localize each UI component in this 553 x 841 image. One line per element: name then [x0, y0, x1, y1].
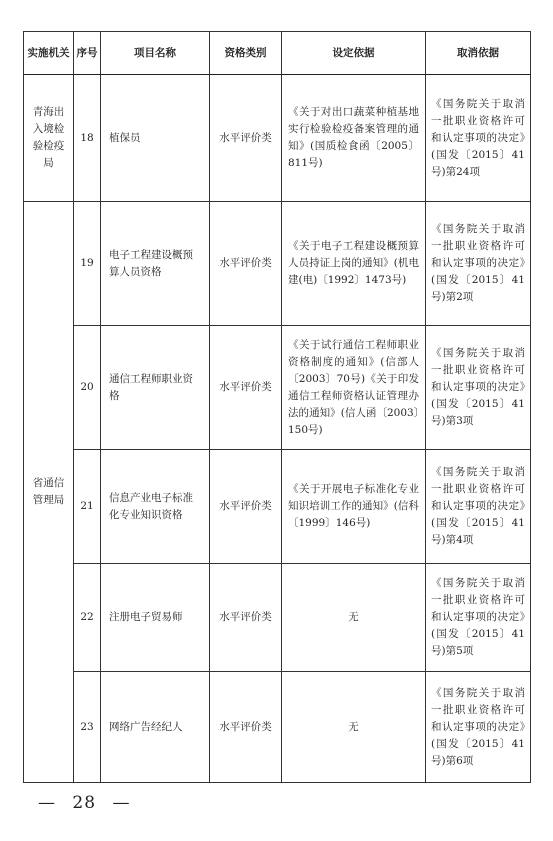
header-type: 资格类别 — [210, 32, 282, 75]
type-cell: 水平评价类 — [210, 326, 282, 450]
qualification-table — [23, 31, 531, 783]
basis-cell: 无 — [282, 672, 426, 783]
table-row — [24, 326, 531, 450]
cancel-cell: 《国务院关于取消一批职业资格许可和认定事项的决定》(国发〔2015〕41号)第3项 — [426, 326, 531, 450]
table-row — [24, 450, 531, 564]
table-row — [24, 564, 531, 672]
footer-dash-right: — — [112, 793, 131, 813]
header-name: 项目名称 — [101, 32, 210, 75]
cancel-cell: 《国务院关于取消一批职业资格许可和认定事项的决定》(国发〔2015〕41号)第5项 — [426, 564, 531, 672]
table-row — [24, 75, 531, 202]
header-org: 实施机关 — [24, 32, 74, 75]
num-cell: 23 — [74, 672, 101, 783]
header-cancel: 取消依据 — [426, 32, 531, 75]
cancel-cell: 《国务院关于取消一批职业资格许可和认定事项的决定》(国发〔2015〕41号)第2项 — [426, 202, 531, 326]
basis-cell: 《关于试行通信工程师职业资格制度的通知》(信部人〔2003〕70号)《关于印发通信工程师资格认证管理办法的通知》(信人函〔2003〕150号) — [282, 326, 426, 450]
type-cell: 水平评价类 — [210, 672, 282, 783]
footer-dash-left: — — [38, 793, 56, 813]
org-cell: 青海出入境检验检疫局 — [24, 75, 74, 202]
num-cell: 22 — [74, 564, 101, 672]
cancel-cell: 《国务院关于取消一批职业资格许可和认定事项的决定》(国发〔2015〕41号)第4项 — [426, 450, 531, 564]
cancel-cell: 《国务院关于取消一批职业资格许可和认定事项的决定》(国发〔2015〕41号)第24项 — [426, 75, 531, 202]
type-cell: 水平评价类 — [210, 564, 282, 672]
table-row — [24, 202, 531, 326]
basis-cell: 《关于对出口蔬菜种植基地实行检验检疫备案管理的通知》(国质检食函〔2005〕811号) — [282, 75, 426, 202]
num-cell: 20 — [74, 326, 101, 450]
name-cell: 网络广告经纪人 — [101, 672, 210, 783]
num-cell: 21 — [74, 450, 101, 564]
type-cell: 水平评价类 — [210, 450, 282, 564]
table-header-row — [24, 32, 531, 75]
basis-cell: 《关于电子工程建设概预算人员持证上岗的通知》(机电建(电)〔1992〕1473号) — [282, 202, 426, 326]
header-num: 序号 — [74, 32, 101, 75]
name-cell: 信息产业电子标准化专业知识资格 — [101, 450, 210, 564]
name-cell: 植保员 — [101, 75, 210, 202]
page-number-value: 28 — [72, 793, 97, 813]
name-cell: 通信工程师职业资格 — [101, 326, 210, 450]
type-cell: 水平评价类 — [210, 202, 282, 326]
name-cell: 电子工程建设概预算人员资格 — [101, 202, 210, 326]
name-cell: 注册电子贸易师 — [101, 564, 210, 672]
cancel-cell: 《国务院关于取消一批职业资格许可和认定事项的决定》(国发〔2015〕41号)第6项 — [426, 672, 531, 783]
table-row — [24, 672, 531, 783]
type-cell: 水平评价类 — [210, 75, 282, 202]
header-basis: 设定依据 — [282, 32, 426, 75]
page-number — [38, 793, 130, 813]
num-cell: 19 — [74, 202, 101, 326]
basis-cell: 无 — [282, 564, 426, 672]
basis-cell: 《关于开展电子标准化专业知识培训工作的通知》(信科〔1999〕146号) — [282, 450, 426, 564]
org-cell: 省通信管理局 — [24, 202, 74, 783]
num-cell: 18 — [74, 75, 101, 202]
